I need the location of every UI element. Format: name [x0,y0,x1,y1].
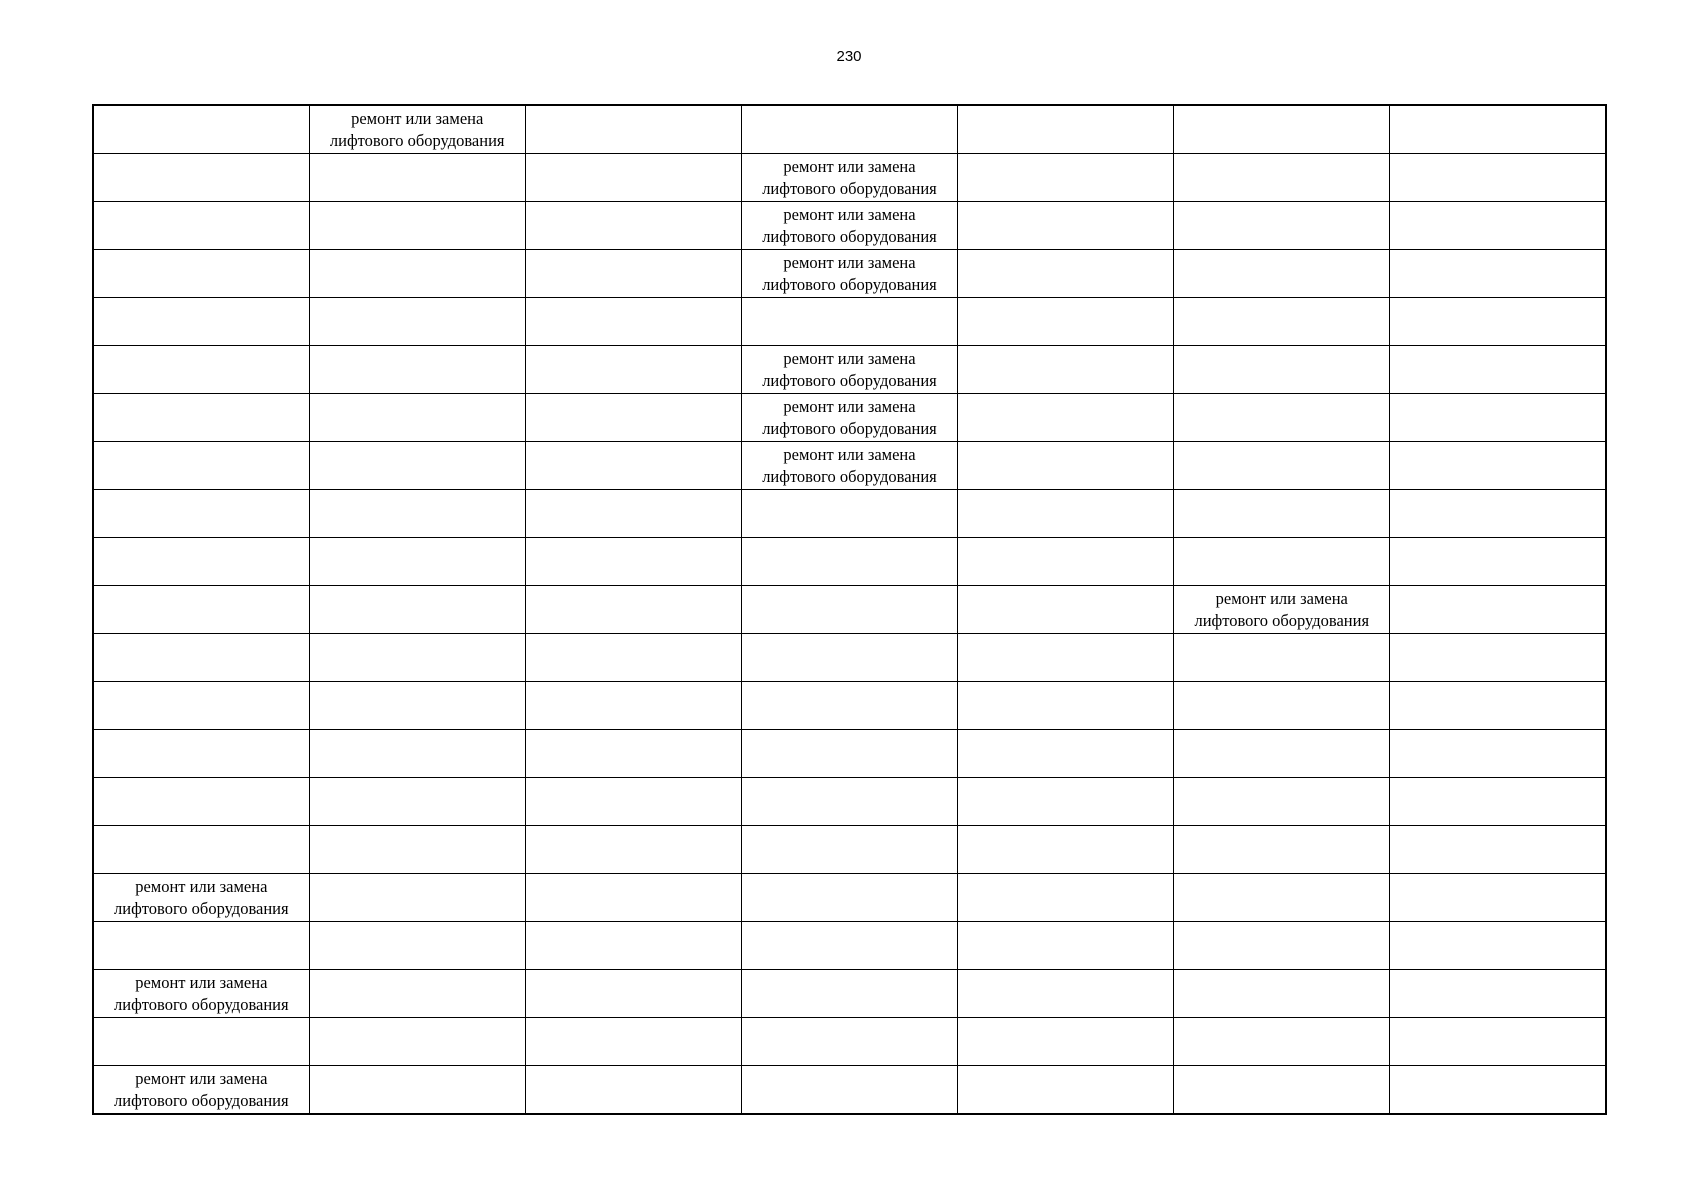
table-cell [93,298,309,346]
table-cell [309,1066,525,1115]
table-cell [741,970,957,1018]
table-cell [93,826,309,874]
works-table [92,104,1607,1115]
table-cell [1390,346,1606,394]
table-cell [93,586,309,634]
table-cell [958,682,1174,730]
table-row [93,346,1606,394]
table-row [93,634,1606,682]
table-cell [958,346,1174,394]
table-cell [1390,1018,1606,1066]
table-cell [309,778,525,826]
table-row [93,490,1606,538]
table-cell [1174,490,1390,538]
table-cell [1390,202,1606,250]
table-cell [93,682,309,730]
table-cell [958,778,1174,826]
table-row [93,874,1606,922]
table-cell [1174,105,1390,154]
table-cell [958,538,1174,586]
table-cell [958,202,1174,250]
table-cell [1390,682,1606,730]
table-cell [1390,154,1606,202]
table-cell [93,1066,309,1115]
table-cell [741,874,957,922]
table-cell [741,346,957,394]
table-cell [1390,394,1606,442]
table-cell [309,682,525,730]
table-cell [93,874,309,922]
cell-text: ремонт или замена лифтового оборудования [329,108,505,150]
cell-text: ремонт или замена лифтового оборудования [762,396,937,438]
table-cell [1174,154,1390,202]
table-cell [309,154,525,202]
table-row [93,778,1606,826]
table-cell [93,154,309,202]
table-cell [1174,874,1390,922]
table-cell [93,490,309,538]
table-cell [525,202,741,250]
cell-text: ремонт или замена лифтового оборудования [762,348,937,390]
table-cell [93,1018,309,1066]
table-cell [525,922,741,970]
table-cell [309,586,525,634]
table-cell [958,442,1174,490]
table-row [93,394,1606,442]
table-cell [309,202,525,250]
cell-text: ремонт или замена лифтового оборудования [762,156,937,198]
table-cell [93,538,309,586]
table-cell [525,1066,741,1115]
table-row [93,105,1606,154]
table-cell [525,826,741,874]
table-cell [93,970,309,1018]
cell-text: ремонт или замена лифтового оборудования [114,1068,289,1110]
table-cell [741,154,957,202]
table-cell [1174,682,1390,730]
table-cell [93,922,309,970]
table-cell [309,105,525,154]
table-cell [309,298,525,346]
table-cell [1174,826,1390,874]
table-cell [525,442,741,490]
table-cell [741,538,957,586]
table-cell [741,778,957,826]
table-cell [309,634,525,682]
table-cell [1174,538,1390,586]
table-row [93,922,1606,970]
table-cell [93,730,309,778]
table-cell [525,250,741,298]
table-cell [525,154,741,202]
table-cell [1390,730,1606,778]
table-cell [741,394,957,442]
table-cell [93,202,309,250]
table-row [93,586,1606,634]
table-cell [1174,250,1390,298]
table-cell [958,105,1174,154]
table-cell [1174,634,1390,682]
table-cell [1174,1018,1390,1066]
table-cell [1390,1066,1606,1115]
table-cell [309,826,525,874]
table-cell [741,634,957,682]
table-cell [1174,778,1390,826]
table-cell [309,874,525,922]
table-cell [525,298,741,346]
table-cell [309,970,525,1018]
table-cell [741,682,957,730]
table-cell [309,730,525,778]
table-cell [1174,298,1390,346]
table-row [93,826,1606,874]
table-cell [958,1018,1174,1066]
table-cell [1174,394,1390,442]
table-cell [525,346,741,394]
cell-text: ремонт или замена лифтового оборудования [762,252,937,294]
table-cell [741,490,957,538]
table-cell [958,874,1174,922]
table-cell [741,922,957,970]
table-body [93,105,1606,1114]
table-cell [93,105,309,154]
table-cell [741,826,957,874]
table-row [93,442,1606,490]
table-cell [1390,922,1606,970]
table-cell [93,634,309,682]
table-cell [1390,970,1606,1018]
table-row [93,1018,1606,1066]
table-row [93,682,1606,730]
table-cell [1174,1066,1390,1115]
cell-text: ремонт или замена лифтового оборудования [114,972,289,1014]
table-cell [309,490,525,538]
table-cell [309,538,525,586]
table-cell [958,394,1174,442]
table-cell [309,1018,525,1066]
table-cell [93,394,309,442]
table-cell [958,922,1174,970]
table-cell [93,442,309,490]
table-cell [525,634,741,682]
table-cell [525,1018,741,1066]
table-cell [309,922,525,970]
table-cell [1390,586,1606,634]
table-cell [525,970,741,1018]
table-cell [525,682,741,730]
table-cell [309,250,525,298]
table-cell [525,538,741,586]
table-cell [741,250,957,298]
table-cell [958,586,1174,634]
table-cell [741,1018,957,1066]
table-cell [1390,538,1606,586]
table-cell [525,586,741,634]
page-number: 230 [836,48,862,65]
table-row [93,1066,1606,1115]
table-cell [1390,250,1606,298]
cell-text: ремонт или замена лифтового оборудования [762,204,937,246]
table-cell [1390,298,1606,346]
table-cell [1390,490,1606,538]
table-row [93,250,1606,298]
table-row [93,298,1606,346]
table-cell [525,730,741,778]
table-row [93,202,1606,250]
table-cell [93,346,309,394]
table-cell [1174,442,1390,490]
table-cell [525,490,741,538]
table-cell [741,730,957,778]
table-cell [1174,346,1390,394]
table-cell [958,298,1174,346]
table-cell [741,586,957,634]
table-cell [1390,778,1606,826]
table-cell [958,250,1174,298]
table-cell [309,346,525,394]
table-cell [1390,634,1606,682]
table-cell [1390,105,1606,154]
table-cell [1174,922,1390,970]
table-row [93,730,1606,778]
table-row [93,970,1606,1018]
table-cell [525,394,741,442]
table-cell [958,730,1174,778]
table-cell [1174,730,1390,778]
table-cell [958,490,1174,538]
table-cell [93,250,309,298]
table-cell [958,1066,1174,1115]
table-cell [1390,826,1606,874]
table-cell [525,874,741,922]
table-cell [1390,442,1606,490]
cell-text: ремонт или замена лифтового оборудования [1194,588,1370,630]
table-cell [1174,202,1390,250]
table-cell [525,778,741,826]
table-cell [741,298,957,346]
table-row [93,154,1606,202]
table-cell [1390,874,1606,922]
table-cell [741,442,957,490]
cell-text: ремонт или замена лифтового оборудования [114,876,289,918]
table-cell [958,970,1174,1018]
table-cell [741,105,957,154]
table-cell [741,1066,957,1115]
table-cell [93,778,309,826]
table-cell [309,394,525,442]
table-cell [958,154,1174,202]
table-cell [1174,586,1390,634]
table-cell [1174,970,1390,1018]
cell-text: ремонт или замена лифтового оборудования [762,444,937,486]
table-cell [741,202,957,250]
table-cell [309,442,525,490]
table-cell [525,105,741,154]
table-row [93,538,1606,586]
table-cell [958,826,1174,874]
table-cell [958,634,1174,682]
